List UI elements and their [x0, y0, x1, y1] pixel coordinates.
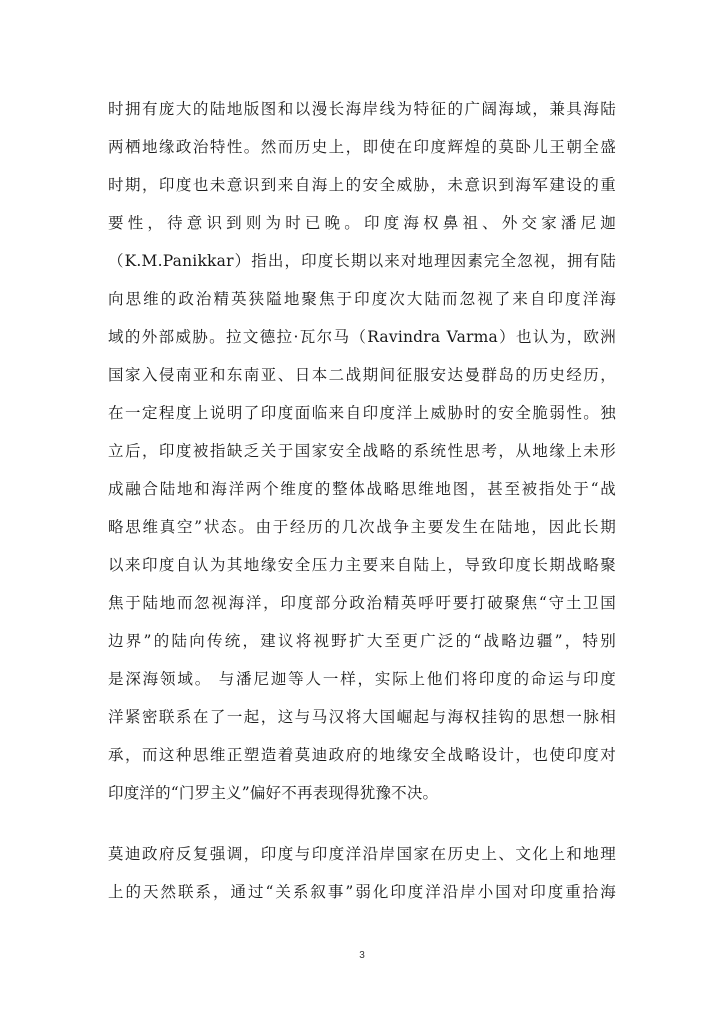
text-line: 国家入侵南亚和东南亚、日本二战期间征服安达曼群岛的历史经历， — [108, 366, 616, 384]
text-line: 印度洋的“门罗主义”偏好不再表现得犹豫不决。 — [108, 784, 439, 802]
text-line: 向思维的政治精英狭隘地聚焦于印度次大陆而忽视了来自印度洋海 — [108, 290, 616, 308]
text-line: （K.M.Panikkar）指出，印度长期以来对地理因素完全忽视，拥有陆 — [108, 252, 616, 270]
paragraph — [108, 841, 616, 917]
text-line: 时期，印度也未意识到来自海上的安全威胁，未意识到海军建设的重 — [108, 176, 616, 194]
text-line: 以来印度自认为其地缘安全压力主要来自陆上，导致印度长期战略聚 — [108, 556, 616, 574]
text-line: 焦于陆地而忽视海洋，印度部分政治精英呼吁要打破聚焦“守土卫国 — [108, 594, 616, 612]
text-line: 要性，待意识到则为时已晚。印度海权鼻祖、外交家潘尼迦 — [108, 214, 616, 232]
paragraph — [108, 96, 616, 818]
text-line: 成融合陆地和海洋两个维度的整体战略思维地图，甚至被指处于“战 — [108, 480, 616, 498]
text-line: 洋紧密联系在了一起，这与马汉将大国崛起与海权挂钩的思想一脉相 — [108, 708, 616, 726]
text-line: 在一定程度上说明了印度面临来自印度洋上威胁时的安全脆弱性。独 — [108, 404, 616, 422]
text-line: 两栖地缘政治特性。然而历史上，即使在印度辉煌的莫卧儿王朝全盛 — [108, 138, 616, 156]
text-line: 是深海领域。 与潘尼迦等人一样，实际上他们将印度的命运与印度 — [108, 670, 616, 688]
text-line: 承，而这种思维正塑造着莫迪政府的地缘安全战略设计，也使印度对 — [108, 746, 616, 764]
text-line: 莫迪政府反复强调，印度与印度洋沿岸国家在历史上、文化上和地理 — [108, 845, 616, 863]
text-line: 上的天然联系，通过“关系叙事”弱化印度洋沿岸小国对印度重拾海 — [108, 883, 616, 901]
text-line: 边界”的陆向传统，建议将视野扩大至更广泛的“战略边疆”，特别 — [108, 632, 616, 650]
text-line: 域的外部威胁。拉文德拉·瓦尔马（Ravindra Varma）也认为，欧洲 — [108, 328, 616, 346]
text-line: 略思维真空”状态。由于经历的几次战争主要发生在陆地，因此长期 — [108, 518, 616, 536]
text-line: 立后，印度被指缺乏关于国家安全战略的系统性思考，从地缘上未形 — [108, 442, 616, 460]
text-line: 时拥有庞大的陆地版图和以漫长海岸线为特征的广阔海域，兼具海陆 — [108, 100, 616, 118]
page-number: 3 — [359, 950, 365, 961]
